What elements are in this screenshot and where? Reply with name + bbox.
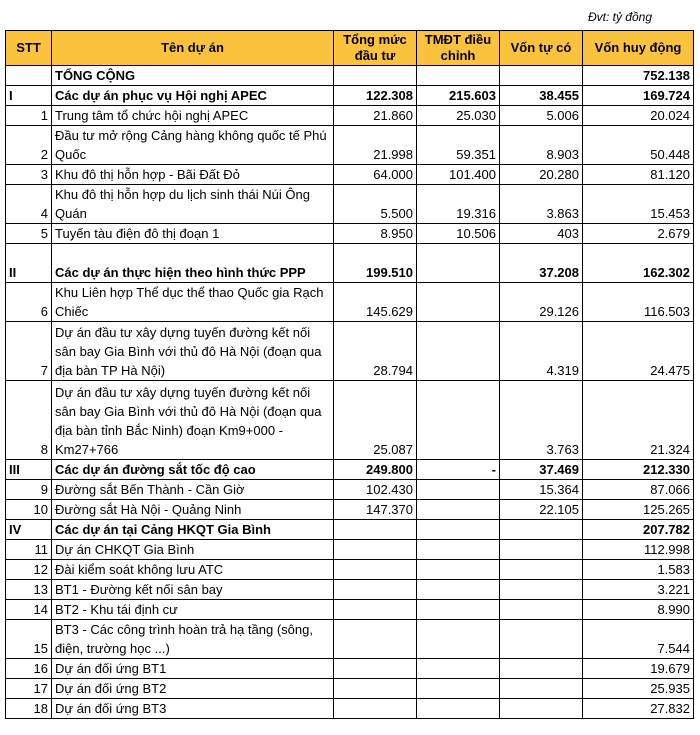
- table-row: [6, 480, 694, 500]
- cell-adjusted: [417, 600, 500, 620]
- table-row: [6, 165, 694, 185]
- cell-name: Các dự án tại Cảng HKQT Gia Bình: [52, 520, 334, 540]
- cell-mobilized: 212.330: [583, 460, 694, 480]
- cell-name: Khu đô thị hỗn hợp du lịch sinh thái Núi Ông Quán: [52, 185, 334, 224]
- cell-adjusted: [417, 560, 500, 580]
- cell-name: Khu đô thị hỗn hợp - Bãi Đất Đỏ: [52, 165, 334, 185]
- header-mobilized: Vốn huy động: [583, 31, 694, 66]
- cell-mobilized: 20.024: [583, 106, 694, 126]
- cell-name: BT2 - Khu tái định cư: [52, 600, 334, 620]
- cell-total: 102.430: [334, 480, 417, 500]
- table-body: [6, 66, 694, 719]
- cell-adjusted: 101.400: [417, 165, 500, 185]
- cell-mobilized: 81.120: [583, 165, 694, 185]
- table-row: [6, 600, 694, 620]
- cell-name: Các dự án đường sắt tốc độ cao: [52, 460, 334, 480]
- cell-name: Dự án đối ứng BT1: [52, 659, 334, 679]
- table-row: [6, 283, 694, 322]
- cell-mobilized: 112.998: [583, 540, 694, 560]
- cell-total: 145.629: [334, 283, 417, 322]
- cell-stt: 18: [6, 699, 52, 719]
- cell-total: 21.860: [334, 106, 417, 126]
- section-row: [6, 520, 694, 540]
- cell-equity: 20.280: [500, 165, 583, 185]
- cell-adjusted: [417, 283, 500, 322]
- cell-mobilized: 116.503: [583, 283, 694, 322]
- cell-equity: 38.455: [500, 86, 583, 106]
- header-adjusted: TMĐT điều chỉnh: [417, 31, 500, 66]
- cell-stt: 9: [6, 480, 52, 500]
- header-equity: Vốn tự có: [500, 31, 583, 66]
- cell-mobilized: 125.265: [583, 500, 694, 520]
- cell-stt: 16: [6, 659, 52, 679]
- cell-mobilized: 87.066: [583, 480, 694, 500]
- cell-adjusted: [417, 580, 500, 600]
- cell-stt: 17: [6, 679, 52, 699]
- cell-adjusted: [417, 699, 500, 719]
- cell-equity: 22.105: [500, 500, 583, 520]
- cell-equity: [500, 580, 583, 600]
- section-row: [6, 66, 694, 86]
- unit-note: Đvt: tỷ đồng: [587, 10, 652, 24]
- cell-name: Dự án đầu tư xây dựng tuyến đường kết nối sân bay Gia Bình với thủ đô Hà Nội (đoạn qua địa bàn TP Hà Nội): [52, 322, 334, 381]
- cell-stt: 6: [6, 283, 52, 322]
- cell-total: [334, 580, 417, 600]
- cell-total: 122.308: [334, 86, 417, 106]
- header-name: Tên dự án: [52, 31, 334, 66]
- cell-equity: 4.319: [500, 322, 583, 381]
- cell-equity: [500, 66, 583, 86]
- cell-equity: [500, 520, 583, 540]
- table-row: [6, 185, 694, 224]
- cell-stt: III: [6, 460, 52, 480]
- cell-equity: 3.763: [500, 381, 583, 460]
- cell-mobilized: 19.679: [583, 659, 694, 679]
- cell-mobilized: 207.782: [583, 520, 694, 540]
- cell-equity: [500, 679, 583, 699]
- cell-name: TỔNG CỘNG: [52, 66, 334, 86]
- cell-stt: 8: [6, 381, 52, 460]
- cell-mobilized: 24.475: [583, 322, 694, 381]
- cell-stt: 5: [6, 224, 52, 244]
- cell-stt: 13: [6, 580, 52, 600]
- cell-total: [334, 659, 417, 679]
- cell-total: [334, 540, 417, 560]
- cell-stt: 11: [6, 540, 52, 560]
- cell-name: Dự án đối ứng BT2: [52, 679, 334, 699]
- cell-total: 5.500: [334, 185, 417, 224]
- cell-total: 8.950: [334, 224, 417, 244]
- cell-adjusted: 19.316: [417, 185, 500, 224]
- header-row: [6, 31, 694, 66]
- cell-equity: 15.364: [500, 480, 583, 500]
- cell-name: Khu Liên hợp Thể dục thể thao Quốc gia Rạch Chiếc: [52, 283, 334, 322]
- cell-name: Các dự án phục vụ Hội nghị APEC: [52, 86, 334, 106]
- cell-adjusted: 10.506: [417, 224, 500, 244]
- cell-total: 249.800: [334, 460, 417, 480]
- cell-adjusted: [417, 66, 500, 86]
- cell-total: [334, 699, 417, 719]
- cell-stt: 12: [6, 560, 52, 580]
- cell-mobilized: 3.221: [583, 580, 694, 600]
- section-row: [6, 86, 694, 106]
- cell-mobilized: 27.832: [583, 699, 694, 719]
- cell-adjusted: [417, 244, 500, 283]
- cell-mobilized: 50.448: [583, 126, 694, 165]
- cell-stt: [6, 66, 52, 86]
- cell-name: Đường sắt Hà Nội - Quảng Ninh: [52, 500, 334, 520]
- cell-name: Dự án đầu tư xây dựng tuyến đường kết nối sân bay Gia Bình với thủ đô Hà Nội (đoạn qua địa bàn tỉnh Bắc Ninh) đoạn Km9+000 - Km27+766: [52, 381, 334, 460]
- cell-total: 28.794: [334, 322, 417, 381]
- cell-total: 199.510: [334, 244, 417, 283]
- cell-name: Trung tâm tổ chức hội nghị APEC: [52, 106, 334, 126]
- cell-adjusted: 215.603: [417, 86, 500, 106]
- table-row: [6, 381, 694, 460]
- cell-stt: 10: [6, 500, 52, 520]
- cell-adjusted: 25.030: [417, 106, 500, 126]
- cell-name: Các dự án thực hiện theo hình thức PPP: [52, 244, 334, 283]
- cell-adjusted: [417, 500, 500, 520]
- cell-total: 64.000: [334, 165, 417, 185]
- cell-mobilized: 162.302: [583, 244, 694, 283]
- cell-total: [334, 560, 417, 580]
- cell-total: 147.370: [334, 500, 417, 520]
- cell-mobilized: 752.138: [583, 66, 694, 86]
- cell-stt: 3: [6, 165, 52, 185]
- header-total: Tổng mức đầu tư: [334, 31, 417, 66]
- cell-equity: [500, 600, 583, 620]
- table-row: [6, 126, 694, 165]
- cell-stt: 2: [6, 126, 52, 165]
- cell-equity: 5.006: [500, 106, 583, 126]
- cell-stt: II: [6, 244, 52, 283]
- cell-stt: 7: [6, 322, 52, 381]
- cell-name: Đài kiểm soát không lưu ATC: [52, 560, 334, 580]
- cell-name: Dự án đối ứng BT3: [52, 699, 334, 719]
- cell-stt: 14: [6, 600, 52, 620]
- cell-equity: 37.469: [500, 460, 583, 480]
- table-row: [6, 500, 694, 520]
- cell-total: [334, 600, 417, 620]
- table-row: [6, 620, 694, 659]
- cell-total: [334, 520, 417, 540]
- table-row: [6, 580, 694, 600]
- cell-total: 25.087: [334, 381, 417, 460]
- cell-equity: [500, 540, 583, 560]
- table-row: [6, 560, 694, 580]
- cell-equity: [500, 620, 583, 659]
- cell-mobilized: 169.724: [583, 86, 694, 106]
- cell-name: BT1 - Đường kết nối sân bay: [52, 580, 334, 600]
- cell-mobilized: 21.324: [583, 381, 694, 460]
- cell-name: Đường sắt Bến Thành - Cần Giờ: [52, 480, 334, 500]
- cell-total: 21.998: [334, 126, 417, 165]
- projects-table: [5, 30, 694, 719]
- cell-stt: 15: [6, 620, 52, 659]
- cell-equity: 8.903: [500, 126, 583, 165]
- cell-name: Dự án CHKQT Gia Bình: [52, 540, 334, 560]
- table-row: [6, 699, 694, 719]
- table-row: [6, 106, 694, 126]
- cell-adjusted: [417, 520, 500, 540]
- cell-total: [334, 679, 417, 699]
- cell-mobilized: 25.935: [583, 679, 694, 699]
- cell-mobilized: 8.990: [583, 600, 694, 620]
- cell-adjusted: [417, 540, 500, 560]
- cell-adjusted: [417, 322, 500, 381]
- cell-name: BT3 - Các công trình hoàn trả hạ tầng (sông, điện, trường học ...): [52, 620, 334, 659]
- cell-equity: 37.208: [500, 244, 583, 283]
- cell-adjusted: [417, 620, 500, 659]
- cell-equity: [500, 699, 583, 719]
- cell-adjusted: [417, 679, 500, 699]
- cell-mobilized: 1.583: [583, 560, 694, 580]
- cell-equity: [500, 659, 583, 679]
- cell-mobilized: 15.453: [583, 185, 694, 224]
- header-stt: STT: [6, 31, 52, 66]
- cell-name: Đầu tư mở rộng Cảng hàng không quốc tế Phú Quốc: [52, 126, 334, 165]
- table-row: [6, 659, 694, 679]
- table-row: [6, 540, 694, 560]
- section-row: [6, 460, 694, 480]
- cell-equity: [500, 560, 583, 580]
- cell-name: Tuyến tàu điện đô thị đoạn 1: [52, 224, 334, 244]
- cell-adjusted: [417, 480, 500, 500]
- section-row: [6, 244, 694, 283]
- cell-stt: IV: [6, 520, 52, 540]
- cell-adjusted: -: [417, 460, 500, 480]
- cell-mobilized: 7.544: [583, 620, 694, 659]
- cell-equity: 403: [500, 224, 583, 244]
- table-row: [6, 679, 694, 699]
- cell-total: [334, 620, 417, 659]
- cell-adjusted: [417, 659, 500, 679]
- table-row: [6, 224, 694, 244]
- cell-equity: 3.863: [500, 185, 583, 224]
- cell-stt: I: [6, 86, 52, 106]
- cell-total: [334, 66, 417, 86]
- cell-equity: 29.126: [500, 283, 583, 322]
- cell-stt: 1: [6, 106, 52, 126]
- cell-mobilized: 2.679: [583, 224, 694, 244]
- cell-adjusted: [417, 381, 500, 460]
- cell-adjusted: 59.351: [417, 126, 500, 165]
- table-row: [6, 322, 694, 381]
- cell-stt: 4: [6, 185, 52, 224]
